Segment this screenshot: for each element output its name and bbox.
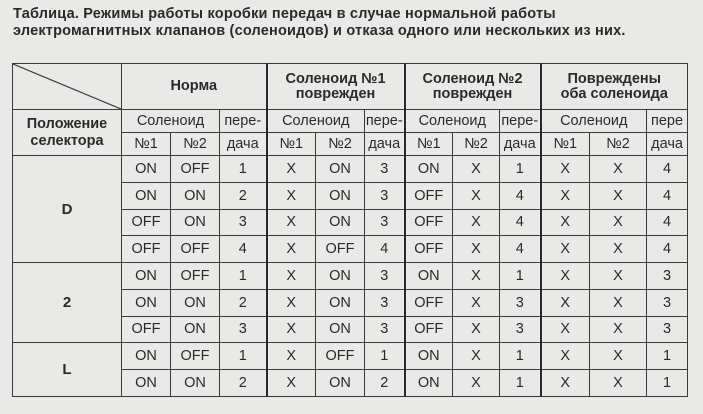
table-cell: 3 [365,289,405,316]
solenoid2-subheader: №2 [590,133,647,156]
gear-header-bottom: дача [220,133,267,156]
table-cell: ON [122,156,171,183]
table-cell: ON [405,343,453,370]
diagonal-line [13,64,121,109]
table-cell: 3 [220,316,267,343]
table-cell: X [541,263,590,290]
table-cell: X [590,182,647,209]
table-cell: ON [171,316,220,343]
table-cell: 1 [500,343,541,370]
table-cell: X [453,316,500,343]
table-cell: X [590,209,647,236]
gear-header-top: пере [647,110,688,133]
table-cell: 1 [500,370,541,397]
table-cell: OFF [405,209,453,236]
solenoid-header: Соленоид [122,110,220,133]
table-cell: ON [405,370,453,397]
table-cell: 3 [647,289,688,316]
table-cell: X [541,209,590,236]
table-cell: OFF [316,236,365,263]
group-header-solenoid1-failed [267,64,405,110]
table-cell: ON [316,263,365,290]
table-cell: OFF [171,156,220,183]
selector-header-line2: селектора [30,132,104,149]
group-header-solenoid2-line1: Соленоид №2 [422,70,523,87]
table-cell: 4 [500,209,541,236]
table-cell: 1 [647,370,688,397]
table-cell: 3 [365,182,405,209]
table-cell: ON [171,370,220,397]
table-cell: X [453,370,500,397]
table-cell: OFF [405,182,453,209]
table-cell: ON [316,370,365,397]
group-header-both-line2: оба соленоида [560,85,668,102]
table-cell: 2 [365,370,405,397]
table-cell: X [267,289,316,316]
table-cell: X [541,236,590,263]
gear-header-top: пере- [365,110,405,133]
table-cell: OFF [122,209,171,236]
table-row [13,343,688,370]
table-cell: 1 [220,343,267,370]
table-cell: 4 [500,236,541,263]
table-cell: X [267,370,316,397]
table-cell: ON [316,289,365,316]
group-header-solenoid1-line2: поврежден [295,85,376,102]
table-cell: X [590,343,647,370]
table-cell: X [453,182,500,209]
table-cell: X [541,343,590,370]
gear-header-bottom: дача [500,133,541,156]
table-cell: 2 [220,289,267,316]
table-cell: ON [316,182,365,209]
table-cell: X [590,263,647,290]
table-cell: X [453,236,500,263]
table-cell: 3 [365,263,405,290]
solenoid-header: Соленоид [541,110,647,133]
table-cell: 4 [647,156,688,183]
table-cell: X [590,236,647,263]
table-cell: 1 [647,343,688,370]
table-cell: X [541,182,590,209]
table-cell: 3 [220,209,267,236]
gearbox-modes-table [12,63,688,397]
table-cell: X [453,263,500,290]
table-cell: 1 [500,263,541,290]
solenoid2-subheader: №2 [171,133,220,156]
solenoid1-subheader: №1 [541,133,590,156]
table-caption: Таблица. Режимы работы коробки передач в случае нормальной работы электромагнитных клапанов (соленоидов) и отказа одного или нескольких из них. [13,6,626,39]
table-cell: ON [122,289,171,316]
table-cell: 4 [647,182,688,209]
table-cell: X [267,343,316,370]
table-cell: 1 [500,156,541,183]
table-cell: 1 [220,263,267,290]
group-header-normal-line1: Норма [170,78,218,94]
table-cell: 4 [365,236,405,263]
table-cell: 2 [220,370,267,397]
table-cell: ON [171,209,220,236]
table-cell: ON [122,182,171,209]
selector-position-cell: D [13,156,122,263]
group-header-normal [122,64,267,110]
gear-header-top: пере- [500,110,541,133]
corner-diagonal-cell [13,64,122,110]
table-cell: X [453,289,500,316]
table-cell: X [453,343,500,370]
table-cell: OFF [171,263,220,290]
selector-header-line1: Положение [26,115,108,132]
table-cell: OFF [316,343,365,370]
table-cell: OFF [122,316,171,343]
solenoid-header: Соленоид [267,110,365,133]
table-cell: ON [122,343,171,370]
table-cell: 3 [365,209,405,236]
table-cell: OFF [405,289,453,316]
solenoid1-subheader: №1 [267,133,316,156]
table-cell: X [267,236,316,263]
table-cell: ON [122,370,171,397]
table-cell: ON [405,156,453,183]
solenoid2-subheader: №2 [316,133,365,156]
table-cell: OFF [405,236,453,263]
selector-position-cell: L [13,343,122,397]
table-row [13,263,688,290]
table-cell: 3 [500,289,541,316]
group-header-both-line1: Повреждены [567,70,662,87]
table-cell: X [453,156,500,183]
table-cell: 3 [365,316,405,343]
table-row [13,156,688,183]
solenoid2-subheader: №2 [453,133,500,156]
table-cell: X [541,156,590,183]
table-cell: X [590,289,647,316]
table-cell: X [267,209,316,236]
table-cell: X [453,209,500,236]
table-cell: OFF [171,343,220,370]
table-cell: X [541,370,590,397]
table-cell: OFF [405,316,453,343]
table-cell: ON [316,316,365,343]
table-cell: ON [122,263,171,290]
table-cell: X [590,316,647,343]
table-cell: ON [171,182,220,209]
table-cell: OFF [171,236,220,263]
solenoid1-subheader: №1 [122,133,171,156]
table-cell: OFF [122,236,171,263]
group-header-solenoid2-failed [405,64,541,110]
table-cell: 1 [365,343,405,370]
table-cell: X [267,263,316,290]
table-cell: 4 [647,209,688,236]
group-header-solenoid1-line1: Соленоид №1 [285,70,386,87]
table-cell: 3 [365,156,405,183]
gear-header-top: пере- [220,110,267,133]
group-header-solenoid2-line2: поврежден [432,85,513,102]
table-cell: 1 [220,156,267,183]
table-cell: X [590,370,647,397]
selector-position-cell: 2 [13,263,122,343]
table-cell: 2 [220,182,267,209]
table-cell: 4 [220,236,267,263]
table-cell: 4 [647,236,688,263]
group-header-both-failed [541,64,688,110]
selector-position-header [13,110,122,156]
gear-header-bottom: дача [365,133,405,156]
table-cell: ON [316,209,365,236]
solenoid1-subheader: №1 [405,133,453,156]
table-cell: ON [171,289,220,316]
solenoid-header: Соленоид [405,110,500,133]
table-cell: X [590,156,647,183]
table-cell: X [267,316,316,343]
table-body [13,156,688,397]
table-cell: X [541,289,590,316]
table-cell: X [541,316,590,343]
table-cell: ON [405,263,453,290]
table-cell: ON [316,156,365,183]
gear-header-bottom: дача [647,133,688,156]
table-cell: 4 [500,182,541,209]
table-cell: 3 [500,316,541,343]
table-cell: 3 [647,263,688,290]
table-cell: 3 [647,316,688,343]
table-cell: X [267,156,316,183]
table-cell: X [267,182,316,209]
